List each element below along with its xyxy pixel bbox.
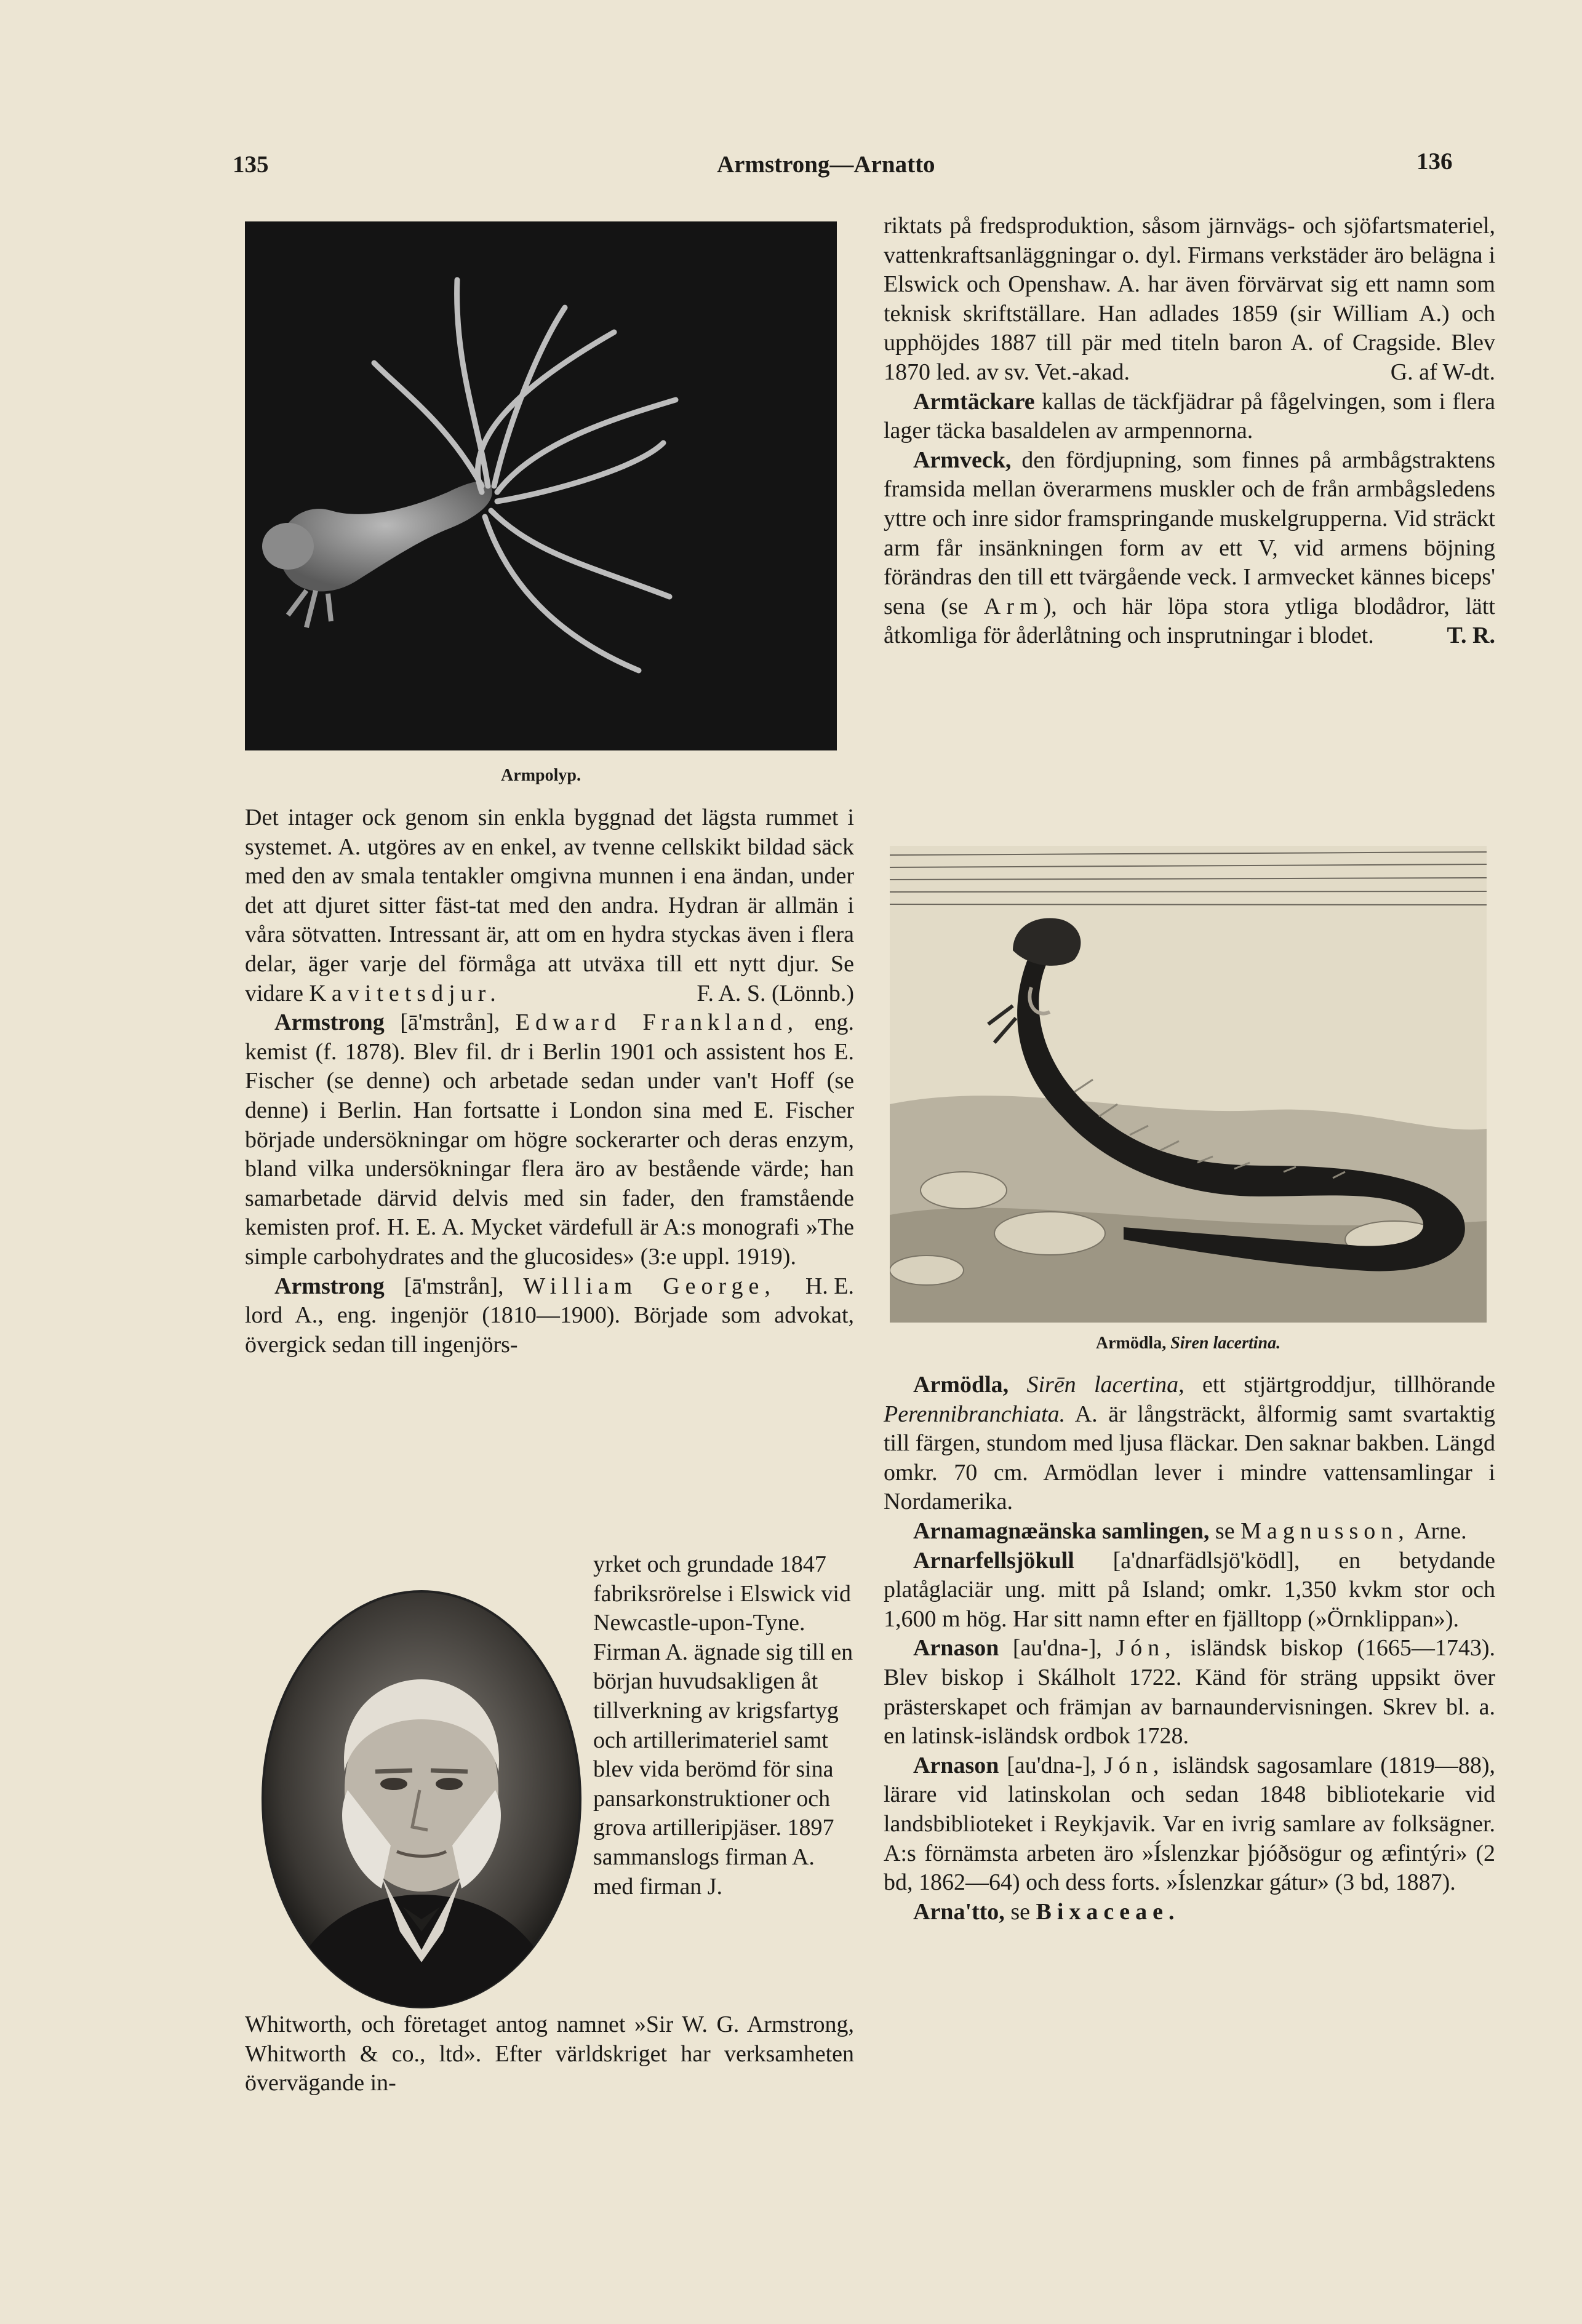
entry-headword: Arnason [913,1635,999,1661]
pronunciation: [ā'mstrån], [400,1009,500,1036]
entry-text: A. är långsträckt, ålformig samt svartaktig till färgen, stundom med ljusa fläckar. Den saknar bakben. Längd omkr. 70 cm. Armödlan lever i mindre vattensamlingar i Nordamerika. [884,1401,1495,1515]
entry-arnason-bishop [884,1634,1495,1751]
cross-reference: Arm [983,593,1044,619]
pronunciation: [au'dna-], [1007,1752,1097,1778]
entry-text: isländsk biskop (1665—1743). Blev biskop i Skálholt 1722. Känd för sträng uppsikt över prästerskapet och främjan av barnaundervisningen. Skrev bl. a. en latinsk-isländsk ordbok 1728. [884,1635,1496,1749]
entry-headword: Armödla, [913,1372,1009,1398]
entry-headword: Arnason [913,1752,999,1778]
page-number-right: 136 [1416,148,1453,175]
entry-headword: Arnarfellsjökull [913,1547,1074,1574]
entry-headword: Armstrong [274,1273,385,1299]
armpolyp-text: Det intager ock genom sin enkla byggnad det lägsta rummet i systemet. A. utgöres av en enkel, av tvenne cellskikt bildad säck med den av smala tentakler omgivna munnen i ena ändan, under det att djuret sitter fäst-tat med den andra. Hydran är allmän i våra sötvatten. Intressant är, att om en hydra styckas även i flera delar, äger varje del förmåga att utväxa till ett nytt djur. Se vidare [245,805,854,1006]
latin-name: Perennibranchiata. [884,1401,1066,1427]
siren-engraving [890,846,1487,1323]
entry-headword: Arna'tto, [913,1898,1005,1925]
author-signature: H. E. [805,1273,854,1299]
entry-armtackare [884,388,1495,446]
siren-illustration [890,846,1487,1323]
caption-latin: Siren lacertina. [1170,1334,1281,1353]
person-name: William George, [523,1273,776,1299]
hydra-illustration [245,221,837,750]
caption-text: Armödla, [1095,1334,1171,1353]
portrait-illustration [258,1587,585,2012]
paragraph-armpolyp [245,803,854,1008]
entry-arnason-collector [884,1751,1495,1898]
entry-text: riktats på fredsproduktion, såsom järnvägs- och sjöfartsmateriel, vattenkraftsanläggningar o. dyl. Firmans verkstäder äro belägna i Elswick och Openshaw. A. har även förvärvat sig ett namn som teknisk skriftställare. Han adlades 1859 (sir William A.) och upphöjdes 1887 till pär med titeln baron A. of Cragside. Blev 1870 led. av sv. Vet.-akad. [884,213,1495,385]
entry-arnarfellsjokull [884,1546,1495,1634]
cross-reference: Bixaceae. [1036,1898,1180,1925]
cross-reference: Kavitetsdjur. [309,980,501,1006]
siren-caption [890,1334,1487,1353]
author-signature: F. A. S. (Lönnb.) [697,980,854,1006]
left-column-end [245,2010,854,2098]
cross-reference: Magnusson, [1240,1518,1410,1544]
entry-text: Arne. [1414,1518,1467,1544]
pronunciation: [au'dna-], [1012,1635,1102,1661]
entry-text: se [1010,1898,1030,1925]
page-number-left: 135 [233,151,269,178]
entry-text-end: Whitworth, och företaget antog namnet »Sir W. G. Armstrong, Whitworth & co., ltd». Efter världskriget har verksamheten övervägande in- [245,2012,854,2096]
entry-armveck [884,446,1495,651]
entry-arnamagnaeanska [884,1517,1495,1546]
entry-text-continued: yrket och grundade 1847 fabriksrörelse i Elswick vid Newcastle-upon-Tyne. Firman A. ägnade sig till en början huvudsakligen åt tillverkning av krigsfartyg och artillerimateriel samt blev vida berömd för sina pansarkonstruktioner och grova artilleripjäser. 1897 sammanslogs firman A. med firman J. [593,1551,853,1900]
person-name: Edward Frankland, [515,1009,799,1036]
entry-headword: Armtäckare [913,388,1035,415]
left-column [245,803,854,1359]
person-name: Jón, [1104,1752,1165,1778]
armstrong-portrait [258,1587,585,2012]
author-signature: G. af W-dt. [1390,359,1495,385]
armpolyp-photo [245,221,837,750]
entry-text: eng. kemist (f. 1878). Blev fil. dr i Berlin 1901 och assistent hos E. Fischer (se denne) och arbetade sedan under van't Hoff (se denne) i Berlin. Han fortsatte i London sina med E. Fischer började undersökningar om högre sockerarter och deras enzym, bland vilka undersökningar flera äro av bestående värde; han samarbetade därvid delvis med sin fader, den framstående kemisten prof. H. E. A. Mycket värdefull är A:s monografi »The simple carbohydrates and the glucosides» (3:e uppl. 1919). [245,1009,854,1270]
entry-headword: Arnamagnæänska samlingen, [913,1518,1210,1544]
entry-armstrong-continued [884,212,1495,388]
person-name: Jón, [1116,1635,1177,1661]
entry-arnatto [884,1898,1495,1927]
entry-armodla [884,1371,1495,1517]
entry-text: isländsk sagosamlare (1819—88), lärare vid latinskolan och sedan 1848 bibliotekarie vid landsbiblioteket i Reykjavik. Var en ivrig samlare av folksägner. A:s förnämsta arbeten äro »Íslenzkar þjóðsögur og æfintýri» (2 bd, 1862—64) och dess forts. »Íslenzkar gátur» (3 bd, 1887). [884,1752,1496,1896]
pronunciation: [ā'mstrån], [404,1273,504,1299]
right-column-top [884,212,1495,651]
author-signature: T. R. [1447,623,1495,649]
entry-text: kallas de täckfjädrar på fågelvingen, som i flera lager täcka basaldelen av armpennorna. [884,388,1496,444]
entry-text: den fördjupning, som finnes på armbågstraktens framsida mellan överarmens muskler och de från armbågsledens yttre och inre sidor framspringande muskelgrupperna. Vid sträckt arm får insänkningen form av ett V, vid armens böjning förändras den till ett tvärgående veck. I armvecket kännes biceps' sena (se [884,447,1496,619]
running-title: Armstrong—Arnatto [717,151,935,178]
portrait-side-text [593,1550,854,1901]
right-column-bottom [884,1371,1495,1927]
entry-text: [a'dnarfädlsjö'ködl], en betydande platåglaciär ung. mitt på Island; omkr. 1,350 kvkm stor och 1,600 m hög. Har sitt namn efter en fjälltopp (»Örnklippan»). [884,1547,1495,1632]
entry-text: ett stjärtgroddjur, tillhörande [1202,1372,1496,1398]
entry-headword: Armveck, [913,447,1012,473]
entry-headword: Armstrong [274,1009,385,1036]
armpolyp-caption: Armpolyp. [501,766,581,785]
entry-armstrong-william [245,1272,854,1360]
latin-name: Sirēn lacertina, [1026,1372,1185,1398]
entry-text: lord A., eng. ingenjör (1810—1900). Började som advokat, övergick sedan till ingenjörs- [245,1302,854,1358]
entry-text: ), och här löpa stora ytliga blodådror, lätt åtkomliga för åderlåtning och insprutningar i blodet. [884,593,1495,649]
entry-text: se [1215,1518,1235,1544]
